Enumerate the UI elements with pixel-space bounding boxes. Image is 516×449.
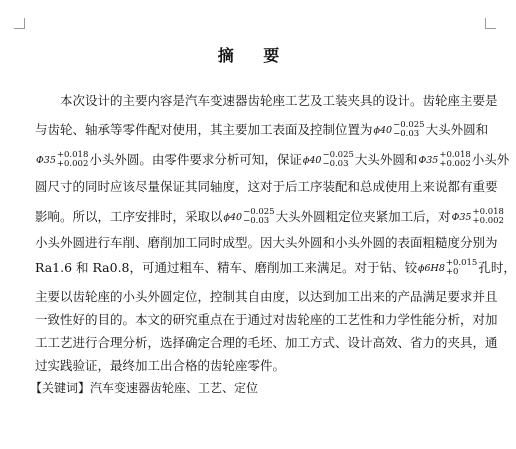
abstract-line-10: 工工艺进行合理分析，选择确定合理的毛坯、加工方式、设计高效、省力的夹具，通 xyxy=(35,335,498,350)
page-corner-mark-right xyxy=(485,18,496,29)
tolerance-phi40: ϕ40 −0.025 −0.03 xyxy=(223,207,275,226)
tolerance-phi40: ϕ40 −0.025 −0.03 xyxy=(302,150,354,169)
abstract-line-8: 主要以齿轮座的小头外圆定位，控制其自由度，以达到加工出来的产品满足要求并且 xyxy=(35,289,498,304)
abstract-line-7: Ra1.6 和 Ra0.8，可通过粗车、精车、磨削加工来满足。对于钻、铰 ϕ6H8 +0.015 +0 孔时， xyxy=(35,258,516,277)
abstract-line-4: 圆尺寸的同时应该尽量保证其同轴度，这对于后工序装配和总成使用上来说都有重要 xyxy=(35,179,498,194)
abstract-line-5: 影响。所以，工序安排时，采取以 ϕ40 −0.025 −0.03 大头外圆粗定位夹紧加工后，对 Φ35 +0.018 +0.002 xyxy=(35,207,504,226)
keywords-text: 汽车变速器齿轮座、工艺、定位 xyxy=(90,381,259,395)
tolerance-phi6-h8: ϕ6H8 +0.015 +0 xyxy=(418,258,478,277)
abstract-title: 摘 要 xyxy=(217,46,292,65)
abstract-line-2: 与齿轮、轴承等零件配对使用，其主要加工表面及控制位置为 ϕ40 −0.025 −0.03 大头外圆和 xyxy=(35,120,489,139)
keywords-label: 【关键词】 xyxy=(30,381,91,395)
abstract-line-11: 过实践验证，最终加工出合格的齿轮座零件。 xyxy=(35,358,286,373)
abstract-line-3: Φ35 +0.018 +0.002 小头外圆。由零件要求分析可知，保证 ϕ40 −0.025 −0.03 大头外圆和 Φ35 +0.018 +0.002 小头外 xyxy=(36,150,510,169)
abstract-line-9: 一致性好的目的。本文的研究重点在于通过对齿轮座的工艺性和力学性能分析，对加 xyxy=(35,312,498,327)
page-corner-mark-left xyxy=(14,18,25,29)
tolerance-phi35: Φ35 +0.018 +0.002 xyxy=(418,150,471,169)
tolerance-phi35: Φ35 +0.018 +0.002 xyxy=(36,150,89,169)
tolerance-phi35: Φ35 +0.018 +0.002 xyxy=(451,207,504,226)
tolerance-phi40: ϕ40 −0.025 −0.03 xyxy=(373,120,425,139)
abstract-line-1: 本次设计的主要内容是汽车变速器齿轮座工艺及工装夹具的设计。齿轮座主要是 xyxy=(60,93,498,108)
keywords xyxy=(30,377,470,399)
abstract-line-6: 小头外圆进行车削、磨削加工同时成型。因大头外圆和小头外圆的表面粗糙度分别为 xyxy=(35,235,498,250)
